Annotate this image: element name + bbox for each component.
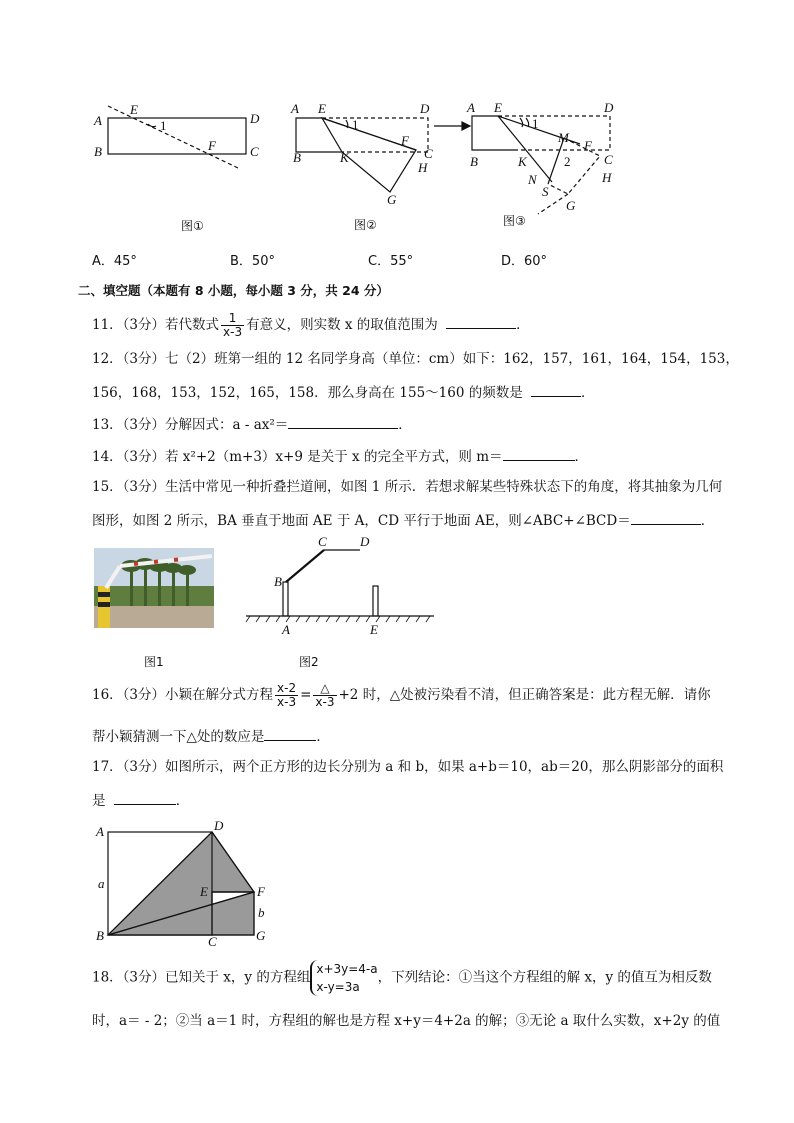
fig3-label-E: E bbox=[494, 100, 502, 115]
fig1-label-B: B bbox=[94, 144, 102, 159]
q18-equation-system bbox=[310, 960, 377, 996]
option-a: A．45° bbox=[92, 254, 137, 269]
fig3-label-C: C bbox=[604, 152, 613, 167]
question-17-line1: 17．（3分）如图所示，两个正方形的边长分别为 a 和 b，如果 a+b＝10，ab＝20，那么阴影部分的面积 bbox=[92, 759, 724, 775]
option-b: B．50° bbox=[230, 254, 275, 269]
q12-answer-blank[interactable] bbox=[531, 382, 581, 397]
fig3-label-D: D bbox=[604, 100, 614, 115]
option-c: C．55° bbox=[368, 254, 414, 269]
q15-fig2-caption: 图2 bbox=[299, 655, 319, 669]
q15-answer-blank[interactable] bbox=[631, 510, 701, 525]
question-14 bbox=[92, 446, 588, 466]
q16-fraction-right bbox=[313, 682, 336, 709]
fig1-label-C: C bbox=[250, 144, 259, 159]
question-17-line2 bbox=[92, 790, 189, 810]
fig2-label-A: A bbox=[291, 101, 299, 116]
q15-fig2-label-D: D bbox=[360, 534, 370, 549]
fig1-caption: 图① bbox=[181, 219, 204, 233]
q11-post: 有意义，则实数 x 的取值范围为 bbox=[246, 317, 438, 333]
question-16 bbox=[92, 682, 711, 709]
fig2-label-1: 1 bbox=[352, 117, 359, 132]
q15-end: ． bbox=[700, 513, 715, 529]
q12-end: ． bbox=[581, 385, 595, 401]
q15-fig2-label-C: C bbox=[318, 534, 327, 549]
q17-label-D: D bbox=[214, 820, 224, 833]
q11-den: x-3 bbox=[223, 325, 243, 339]
q16-end: ． bbox=[316, 729, 330, 745]
fig1-label-D: D bbox=[250, 111, 260, 126]
q13-end: ． bbox=[398, 417, 412, 433]
q17-label-G: G bbox=[256, 928, 266, 943]
fig3-label-M: M bbox=[558, 130, 569, 145]
q15-fig2-label-A: A bbox=[282, 622, 290, 637]
q16-f2-den: x-3 bbox=[315, 695, 335, 709]
figure-2 bbox=[296, 118, 428, 192]
q11-answer-blank[interactable] bbox=[446, 314, 516, 329]
fig3-label-A: A bbox=[467, 100, 475, 115]
figure-1 bbox=[108, 106, 246, 168]
squares-figure bbox=[92, 820, 282, 950]
q16-f1-num: x-2 bbox=[277, 681, 297, 695]
q16-pre: 16．（3分）小颖在解分式方程 bbox=[92, 687, 274, 703]
q12-line2-text: 156，168，153，152，165，158．那么身高在 155～160 的频数是 bbox=[92, 385, 523, 401]
q18-eq2: x-y=3a bbox=[316, 980, 360, 994]
q17-end: ． bbox=[175, 793, 190, 809]
fig2-label-E: E bbox=[318, 101, 326, 116]
q11-fraction bbox=[221, 312, 244, 339]
question-15-line1: 15．（3分）生活中常见一种折叠拦道闸，如图 1 所示．若想求解某些特殊状态下的角度，将其抽象为几何 bbox=[92, 479, 723, 495]
q14-answer-blank[interactable] bbox=[503, 446, 575, 461]
q17-label-A: A bbox=[96, 824, 104, 839]
q17-line2-text: 是 bbox=[92, 793, 106, 809]
figure-3 bbox=[472, 116, 610, 214]
fig3-label-G: G bbox=[566, 198, 576, 213]
q11-num: 1 bbox=[221, 312, 244, 326]
fig3-label-B: B bbox=[470, 154, 478, 169]
q17-answer-blank[interactable] bbox=[114, 790, 176, 805]
fig2-label-D: D bbox=[420, 101, 430, 116]
q16-f2-num: △ bbox=[313, 682, 336, 696]
q11-end: ． bbox=[516, 317, 530, 333]
fig1-label-A: A bbox=[94, 113, 102, 128]
q16-post: +2 时，△处被污染看不清，但正确答案是：此方程无解．请你 bbox=[338, 687, 711, 703]
q13-answer-blank[interactable] bbox=[288, 414, 398, 429]
question-15-line2 bbox=[92, 510, 714, 530]
fig3-label-S: S bbox=[542, 184, 549, 199]
q18-pre: 18．（3分）已知关于 x，y 的方程组 bbox=[92, 969, 311, 986]
question-12-line2 bbox=[92, 382, 595, 402]
q16-eq: = bbox=[300, 687, 312, 703]
barrier-gate-diagram bbox=[240, 534, 440, 638]
fig3-label-F: F bbox=[584, 138, 592, 153]
q17-label-E: E bbox=[200, 884, 208, 899]
question-18 bbox=[92, 960, 712, 996]
question-13 bbox=[92, 414, 412, 434]
fig3-caption: 图③ bbox=[503, 214, 526, 228]
barrier-gate-photo bbox=[94, 548, 214, 628]
question-16-line2 bbox=[92, 726, 330, 746]
fig3-label-N: N bbox=[528, 172, 537, 187]
section-heading: 二、填空题（本题有 8 小题，每小题 3 分，共 24 分） bbox=[78, 283, 389, 298]
q15-fig2-label-E: E bbox=[370, 622, 378, 637]
q14-end: ． bbox=[574, 449, 589, 465]
q15-fig2-label-B: B bbox=[274, 574, 282, 589]
q15-line2-text: 图形，如图 2 所示，BA 垂直于地面 AE 于 A，CD 平行于地面 AE，则∠ABC+∠BCD＝ bbox=[92, 513, 631, 529]
fig2-label-B: B bbox=[293, 150, 301, 165]
q11-pre: 11．（3分）若代数式 bbox=[92, 317, 220, 333]
fig2-label-C: C bbox=[424, 146, 433, 161]
q18-post: ，下列结论：①当这个方程组的解 x，y 的值互为相反数 bbox=[377, 969, 712, 986]
question-11 bbox=[92, 312, 530, 339]
fig2-label-K: K bbox=[340, 150, 349, 165]
fig1-label-F: F bbox=[208, 138, 216, 153]
fig1-label-E: E bbox=[130, 102, 138, 117]
q14-text: 14．（3分）若 x²+2（m+3）x+9 是关于 x 的完全平方式，则 m＝ bbox=[92, 449, 503, 465]
q17-label-B: B bbox=[96, 928, 104, 943]
fig3-label-K: K bbox=[518, 154, 527, 169]
q16-f1-den: x-3 bbox=[277, 695, 297, 709]
q18-eq1: x+3y=4-a bbox=[316, 962, 378, 976]
fold-figures bbox=[90, 98, 630, 218]
q16-answer-blank[interactable] bbox=[264, 726, 316, 741]
q17-label-b: b bbox=[258, 905, 265, 920]
fig2-label-F: F bbox=[401, 133, 409, 148]
fig2-label-H: H bbox=[418, 160, 428, 175]
fig2-label-G: G bbox=[387, 192, 397, 207]
q17-label-F: F bbox=[257, 884, 265, 899]
q13-text: 13．（3分）分解因式：a - ax²＝ bbox=[92, 417, 289, 433]
fig3-label-H: H bbox=[602, 170, 612, 185]
fig1-label-1: 1 bbox=[160, 118, 167, 133]
arrow-icon bbox=[434, 122, 470, 130]
q16-line2-text: 帮小颖猜测一下△处的数应是 bbox=[92, 729, 265, 745]
q15-fig1-caption: 图1 bbox=[144, 655, 164, 669]
fig3-label-2: 2 bbox=[564, 154, 571, 169]
question-12-line1: 12．（3分）七（2）班第一组的 12 名同学身高（单位：cm）如下：162，157，161，164，154，153， bbox=[92, 351, 739, 367]
fig2-caption: 图② bbox=[354, 218, 377, 232]
question-18-line2: 时，a＝ - 2；②当 a＝1 时，方程组的解也是方程 x+y＝4+2a 的解；③无论 a 取什么实数，x+2y 的值 bbox=[92, 1013, 721, 1029]
q17-label-a: a bbox=[98, 876, 105, 891]
q16-fraction-left bbox=[275, 682, 298, 709]
q17-label-C: C bbox=[208, 934, 217, 949]
option-d: D．60° bbox=[501, 254, 548, 269]
fig3-label-1: 1 bbox=[532, 116, 539, 131]
